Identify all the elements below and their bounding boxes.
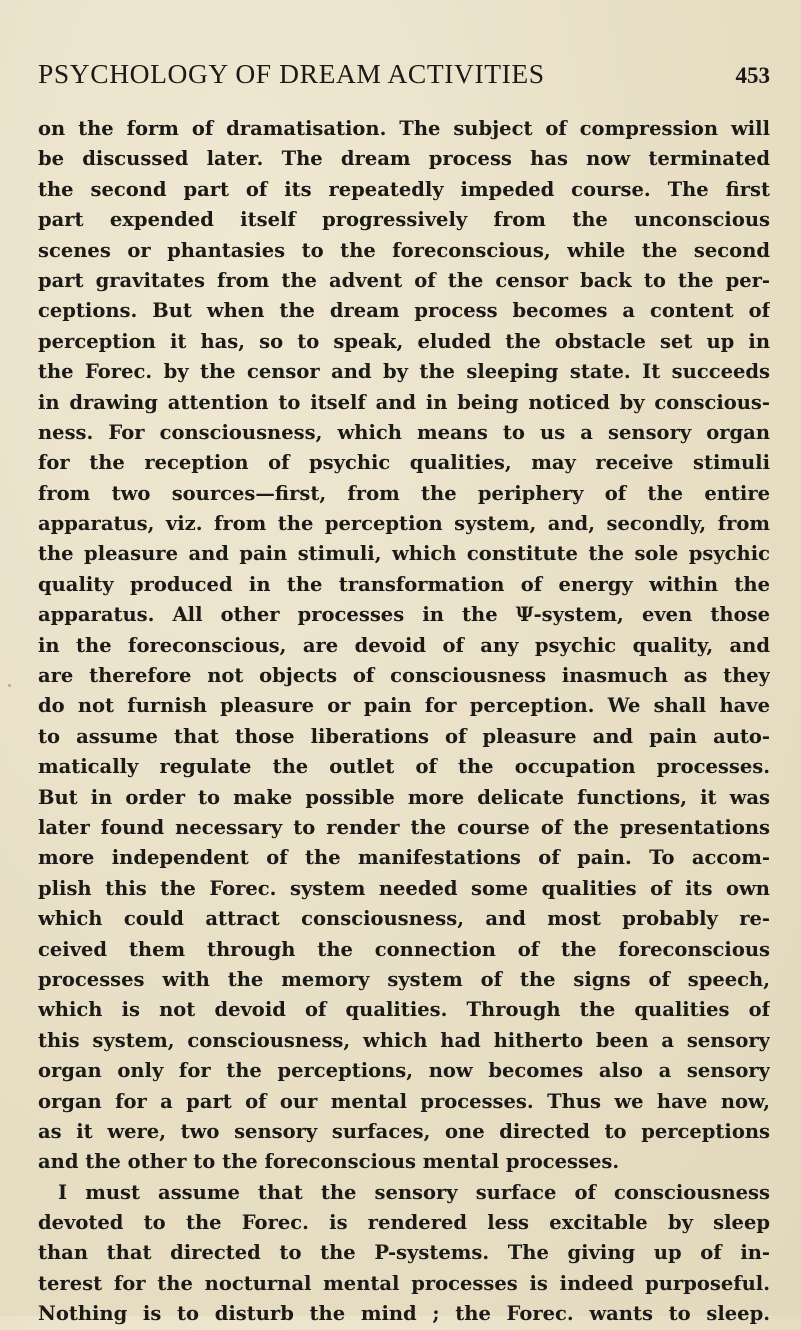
text-line: on the form of dramatisation. The subject of compression will (38, 117, 770, 140)
text-line: the second part of its repeatedly impeded course. The first (38, 177, 770, 201)
paragraph-start-line: I must assume that the sensory surface of consciousness (58, 1180, 770, 1204)
body-text (38, 114, 770, 1330)
text-line: apparatus. All other processes in the Ψ-system, even those (38, 603, 770, 627)
text-line: the pleasure and pain stimuli, which constitute the sole psychic (38, 542, 770, 566)
paper-speck (8, 684, 11, 687)
page-header (38, 58, 770, 98)
text-line: be discussed later. The dream process has now terminated (38, 147, 770, 171)
text-line: which could attract consciousness, and most probably re- (38, 907, 770, 931)
running-title: PSYCHOLOGY OF DREAM ACTIVITIES (38, 58, 545, 89)
text-line: devoted to the Forec. is rendered less excitable by sleep (38, 1211, 770, 1235)
text-line: part expended itself progressively from the unconscious (38, 208, 770, 232)
text-line: part gravitates from the advent of the censor back to the per- (38, 268, 770, 292)
text-line: terest for the nocturnal mental processes is indeed purposeful. (38, 1271, 770, 1295)
text-line: plish this the Forec. system needed some qualities of its own (38, 876, 770, 900)
text-line: scenes or phantasies to the foreconscious, while the second (38, 238, 770, 262)
text-line: to assume that those liberations of pleasure and pain auto- (38, 724, 770, 748)
text-line: this system, consciousness, which had hitherto been a sensory (38, 1028, 770, 1052)
text-line: as it were, two sensory surfaces, one directed to perceptions (38, 1119, 770, 1143)
text-line: more independent of the manifestations of pain. To accom- (38, 846, 770, 870)
text-line: ness. For consciousness, which means to us a sensory organ (38, 420, 770, 444)
text-line: do not furnish pleasure or pain for perception. We shall have (38, 694, 770, 718)
text-line: which is not devoid of qualities. Through the qualities of (38, 998, 770, 1022)
text-line: ceived them through the connection of the foreconscious (38, 937, 770, 961)
text-line: than that directed to the P-systems. The giving up of in- (38, 1241, 770, 1265)
text-line: Nothing is to disturb the mind ; the Forec. wants to sleep. (38, 1302, 770, 1326)
text-line: in the foreconscious, are devoid of any psychic quality, and (38, 633, 770, 657)
text-line: But in order to make possible more delicate functions, it was (38, 785, 770, 809)
text-line: processes with the memory system of the signs of speech, (38, 967, 770, 991)
text-line: for the reception of psychic qualities, may receive stimuli (38, 451, 770, 475)
text-line: apparatus, viz. from the perception system, and, secondly, from (38, 512, 770, 536)
text-line: perception it has, so to speak, eluded the obstacle set up in (38, 329, 770, 353)
text-line: matically regulate the outlet of the occupation processes. (38, 755, 770, 779)
page-number: 453 (735, 63, 770, 88)
text-line: from two sources—first, from the periphery of the entire (38, 481, 770, 505)
text-line: are therefore not objects of consciousness inasmuch as they (38, 664, 770, 688)
text-line: ceptions. But when the dream process becomes a content of (38, 299, 770, 323)
text-line: in drawing attention to itself and in being noticed by conscious- (38, 390, 770, 414)
text-line: the Forec. by the censor and by the sleeping state. It succeeds (38, 360, 770, 384)
text-line: quality produced in the transformation of energy within the (38, 572, 770, 596)
paragraph-end-line: and the other to the foreconscious mental processes. (38, 1150, 620, 1174)
text-line: organ only for the perceptions, now becomes also a sensory (38, 1059, 770, 1083)
text-line: later found necessary to render the course of the presentations (38, 815, 770, 839)
text-line: organ for a part of our mental processes. Thus we have now, (38, 1089, 770, 1113)
